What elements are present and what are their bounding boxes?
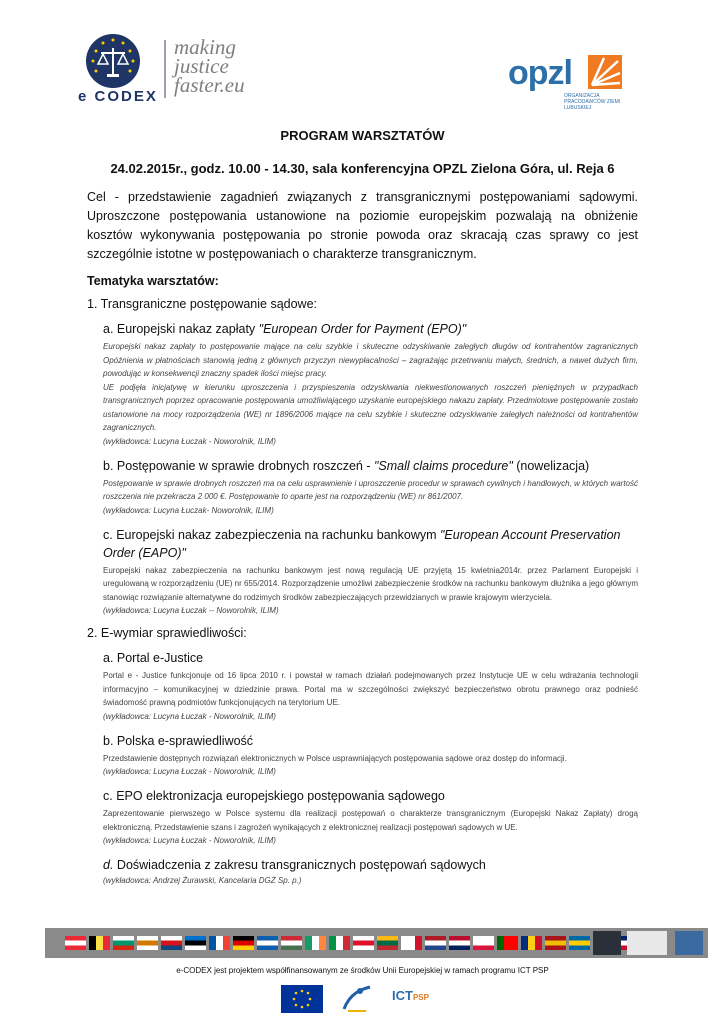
opzl-logo <box>508 55 628 110</box>
flag-germany-icon <box>233 936 254 950</box>
item-2d-title: d. Doświadczenia z zakresu transgranicznych postępowań sądowych <box>103 858 486 872</box>
eu-flag-icon <box>281 985 323 1013</box>
item-2b-lecturer: (wykładowca: Lucyna Łuczak - Noworolnik, ILIM) <box>103 767 276 776</box>
item-2c-title: c. EPO elektronizacja europejskiego postępowania sądowego <box>103 789 445 803</box>
flag-poland-icon <box>473 936 494 950</box>
item-2d-lecturer: (wykładowca: Andrzej Żurawski, Kancelaria DGŻ Sp. p.) <box>103 876 302 885</box>
country-flags-bar <box>45 928 708 958</box>
item-1a-desc-2: UE podjęła inicjatywę w kierunku uproszczenia i przyspieszenia odzyskiwania niekwestionowanych roszczeń pieniężnych w przypadkach transgranicznych poprzez opracowanie postępowania umożliwiającego uzyskanie europejskiego nakazu zapłaty. Przedmiotowe postępowanie zostało ustanowione na mocy rozporządzenia (WE) nr 1896/2006 mające na celu szybkie i skuteczne odzyskiwanie zaległych należności od kontrahentów zagranicznych. <box>103 382 638 432</box>
flags-row <box>65 934 638 952</box>
ict-psp-logo <box>392 988 429 1003</box>
flag-cyprus-icon <box>137 936 158 950</box>
document-body <box>87 122 638 887</box>
item-2a-desc: Portal e - Justice funkcjonuje od 16 lipca 2010 r. i powstał w ramach działań podejmowanych przez Instytucje UE w celu wdrażania technologii informacyjno – komunikacyjnej w dziedzinie prawa. Portal ma w szczególności zwiększyć bezpieczeństwo obrotu prawnego oraz podnieść świadomość prawną podmiotów funkcjonujących na terytorium UE. <box>103 671 638 707</box>
item-2c-lecturer: (wykładowca: Lucyna Łuczak - Noworolnik, ILIM) <box>103 836 276 845</box>
flag-austria-icon <box>65 936 86 950</box>
footer-funding-text: e-CODEX jest projektem współfinansowanym ze środków Unii Europejskiej w ramach programu ICT PSP <box>176 966 549 975</box>
flag-malta-icon <box>401 936 422 950</box>
item-1c-desc: Europejski nakaz zabezpieczenia na rachunku bankowym jest nową regulacją UE przyjętą 15 kwietnia2014r. przez Parlament Europejski i uregulowaną w rozporządzeniu (UE) nr 655/2014. Rozporządzenie umożliwi zabezpieczenie środków na rachunku bankowym dłużnika a jego głównym stanowiąc rozwiązanie alternatywne do rodzimych środków zabezpieczających przewidzianych w prawie krajowym wierzyciela. <box>103 565 638 602</box>
item-1a-title: a. Europejski nakaz zapłaty "European Order for Payment (EPO)" <box>103 322 467 336</box>
item-1b <box>103 457 638 517</box>
section-2-heading: 2. E-wymiar sprawiedliwości: <box>87 626 247 640</box>
flag-estonia-icon <box>185 936 206 950</box>
item-1a <box>103 320 638 448</box>
flag-france-icon <box>209 936 230 950</box>
flag-spain-icon <box>545 936 566 950</box>
logo-divider <box>164 40 166 98</box>
intro-paragraph: Cel - przedstawienie zagadnień związanych z transgranicznymi postępowaniami sądowymi. Uproszczone postępowania ustanowione na poziomie europejskim pozwalają na obniżenie kosztów wykonywania postępowania po stronie powoda oraz skracają czas sprawy co jest szczególnie istotne w postępowaniach o charakterze transgranicznym. <box>87 190 638 261</box>
item-2a <box>103 649 638 723</box>
ministry-badge-icon <box>627 931 667 955</box>
flag-norway-icon <box>449 936 470 950</box>
psp-label: PSP <box>412 993 429 1002</box>
flag-romania-icon <box>521 936 542 950</box>
cip-logo-icon <box>340 983 374 1015</box>
slogan <box>174 35 245 97</box>
ecodex-logo <box>78 34 258 106</box>
flag-czech-icon <box>161 936 182 950</box>
slogan-line-1: making <box>174 35 236 59</box>
item-2d <box>103 856 638 887</box>
codex-badge-icon <box>593 931 621 955</box>
opzl-subtitle: ORGANIZACJA PRACODAWCÓW ZIEMI LUBUSKIEJ <box>564 93 621 111</box>
item-1a-lecturer: (wykładowca: Lucyna Łuczak - Noworolnik, ILIM) <box>103 436 276 446</box>
item-1c <box>103 526 638 618</box>
flag-portugal-icon <box>497 936 518 950</box>
item-1c-title: c. Europejski nakaz zabezpieczenia na rachunku bankowym "European Account Preservation Order (EAPO)" <box>103 527 621 560</box>
item-2b-title: b. Polska e-sprawiedliwość <box>103 733 254 748</box>
book-icon <box>675 931 703 955</box>
flag-netherlands-icon <box>425 936 446 950</box>
item-2a-title: a. Portal e-Justice <box>103 651 204 665</box>
scales-of-justice-icon <box>86 34 140 88</box>
flag-italy-icon <box>329 936 350 950</box>
flag-bulgaria-icon <box>113 936 134 950</box>
item-1b-desc: Postępowanie w sprawie drobnych roszczeń ma na celu usprawnienie i uproszczenie procedur w sprawach cywilnych i handlowych, w których wartość roszczenia nie przekracza 2 000 €. Postępowanie to oparte jest na rozporządzeniu (WE) nr 861/2007. <box>103 478 638 501</box>
flag-ireland-icon <box>305 936 326 950</box>
slogan-line-3: faster.eu <box>174 73 245 97</box>
ecodex-wordmark: e CODEX <box>78 88 158 105</box>
sun-rays-icon <box>588 55 622 89</box>
flag-hungary-icon <box>281 936 302 950</box>
item-1c-lecturer: (wykładowca: Lucyna Łuczak -- Noworolnik, ILIM) <box>103 606 279 615</box>
flag-lithuania-icon <box>377 936 398 950</box>
section-1-heading: 1. Transgraniczne postępowanie sądowe: <box>87 297 318 311</box>
item-2c <box>103 787 638 847</box>
slogan-line-2: justice <box>174 54 229 78</box>
item-1a-desc: Europejski nakaz zapłaty to postępowanie mające na celu szybkie i skuteczne odzyskiwanie zaległych długów od kontrahentów zagranicznych Opóźnienia w płatnościach stanowią jedną z głównych przyczyn niewypłacalności – zagrażając przetrwaniu małych, średnich, a nawet dużych firm, powodując w konsekwencji znaczny spadek ilości miejsc pracy. <box>103 342 638 378</box>
item-1b-lecturer: (wykładowca: Lucyna Łuczak- Noworolnik, ILIM) <box>103 505 274 515</box>
topics-heading: Tematyka warsztatów: <box>87 274 219 288</box>
flag-jersey-icon <box>353 936 374 950</box>
ict-label: ICT <box>392 988 413 1003</box>
flag-greece-icon <box>257 936 278 950</box>
item-2b-desc: Przedstawienie dostępnych rozwiązań elektronicznych w Polsce usprawniających postępowania sądowe oraz dostęp do informacji. <box>103 753 567 763</box>
date-line: 24.02.2015r., godz. 10.00 - 14.30, sala konferencyjna OPZL Zielona Góra, ul. Reja 6 <box>110 161 615 176</box>
item-2c-desc: Zaprezentowanie pierwszego w Polsce systemu dla realizacji postępowań o charakterze transgranicznym (Europejski Nakaz Zapłaty) drogą elektroniczną. Przedstawienie szans i zagrożeń wynikających z elektronicznej realizacji postępowań sądowych w UE. <box>103 809 638 832</box>
item-1b-title: b. Postępowanie w sprawie drobnych roszczeń - "Small claims procedure" (nowelizacja) <box>103 458 590 473</box>
opzl-wordmark: opzl <box>508 54 572 92</box>
page-title: PROGRAM WARSZTATÓW <box>280 128 445 143</box>
flag-sweden-icon <box>569 936 590 950</box>
item-2a-lecturer: (wykładowca: Lucyna Łuczak - Noworolnik, ILIM) <box>103 711 276 721</box>
flag-belgium-icon <box>89 936 110 950</box>
item-2b <box>103 732 638 779</box>
